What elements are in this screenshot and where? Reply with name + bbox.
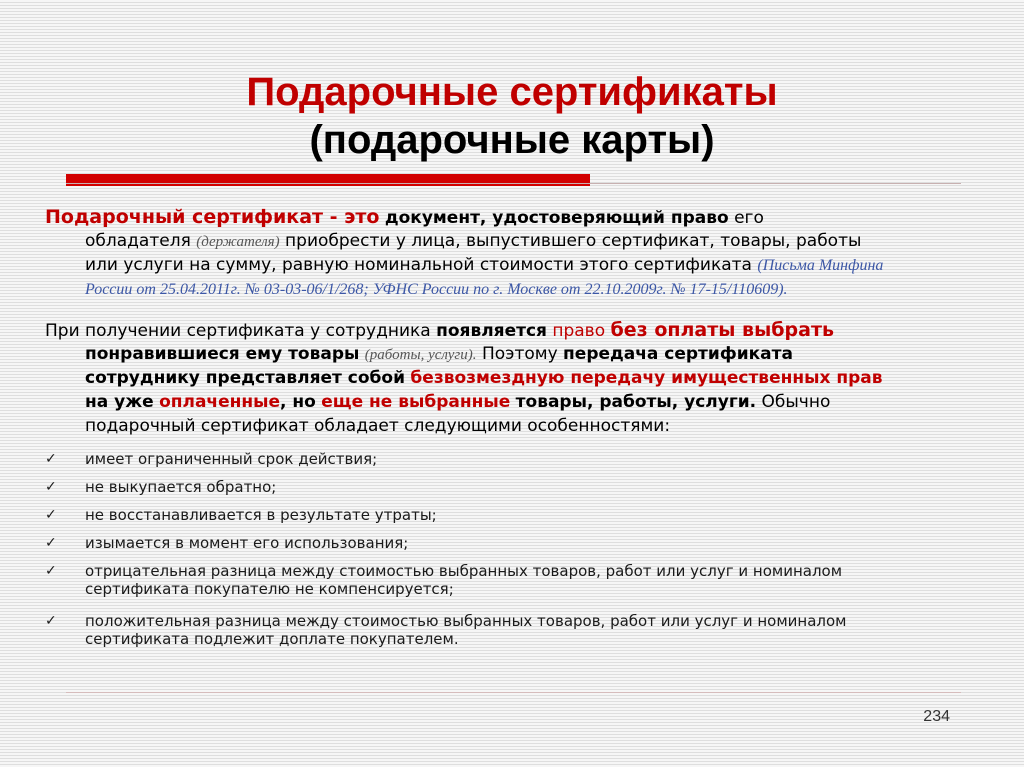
list-item: [45, 534, 1015, 552]
list-item: [45, 506, 1015, 524]
bold-span: сотруднику представляет собой: [85, 368, 406, 388]
list-item-text: сертификата подлежит доплате покупателем.: [85, 630, 459, 648]
text-span: подарочный сертификат обладает следующими особенностями:: [85, 416, 671, 436]
bold-span: понравившиеся ему товары: [85, 344, 360, 364]
slide-title: Подарочные сертификаты: [246, 70, 778, 114]
definition-text: его: [734, 208, 764, 228]
features-list: [45, 450, 1015, 648]
explanation-line-3: [45, 366, 1024, 390]
citation-text: (Письма Минфина: [757, 257, 884, 274]
title-divider-line: [66, 183, 961, 184]
checkmark-icon: ✓: [45, 563, 57, 579]
citation-text: России от 25.04.2011г. № 03-03-06/1/268; УФНС России по г. Москве от 22.10.2009г. № 17-15/110609).: [85, 281, 788, 298]
list-item-text: положительная разница между стоимостью выбранных товаров, работ или услуг и номиналом: [85, 612, 847, 630]
list-item-text: не восстанавливается в результате утраты;: [85, 506, 437, 524]
text-span: При получении сертификата у сотрудника: [45, 321, 431, 341]
red-bold-span: оплаченные: [159, 392, 281, 412]
definition-line-4: [45, 277, 1024, 301]
footer-divider-line: [66, 692, 961, 693]
slide-subtitle: (подарочные карты): [309, 118, 715, 162]
explanation-line-1: [45, 318, 1024, 342]
italic-note: (работы, услуги).: [364, 347, 477, 363]
text-span: обладателя: [85, 231, 191, 251]
text-span: приобрести у лица, выпустившего сертификат, товары, работы: [285, 231, 862, 251]
bold-span: на уже: [85, 392, 154, 412]
bold-span: , но: [280, 392, 316, 412]
definition-bold: документ, удостоверяющий право: [384, 208, 729, 228]
text-span: Обычно: [761, 392, 831, 412]
checkmark-icon: ✓: [45, 479, 57, 495]
explanation-line-2: [45, 342, 1024, 366]
definition-line-3: [45, 253, 1024, 277]
checkmark-icon: ✓: [45, 451, 57, 467]
title-underline-bar: [66, 174, 590, 186]
list-item-text: изымается в момент его использования;: [85, 534, 409, 552]
red-span: право: [552, 321, 606, 341]
red-bold-span: безвозмездную передачу имущественных прав: [410, 368, 883, 388]
list-item: [45, 478, 1015, 496]
red-bold-span: еще не выбранные: [321, 392, 511, 412]
bold-span: появляется: [436, 321, 547, 341]
text-span: Поэтому: [481, 344, 558, 364]
text-span: или услуги на сумму, равную номинальной стоимости этого сертификата: [85, 255, 752, 275]
red-bold-span: без оплаты выбрать: [610, 319, 834, 341]
definition-paragraph: [45, 205, 1024, 301]
italic-note: (держателя): [196, 234, 280, 250]
explanation-paragraph: [45, 318, 1024, 438]
definition-line-2: [45, 229, 1024, 253]
bold-span: передача сертификата: [563, 344, 793, 364]
term-label: Подарочный сертификат - это: [45, 206, 380, 228]
list-item: [45, 450, 1015, 468]
explanation-line-4: [45, 390, 1024, 414]
explanation-line-5: [45, 414, 1024, 438]
page-number: 234: [923, 708, 950, 725]
checkmark-icon: ✓: [45, 535, 57, 551]
list-item: [45, 612, 1015, 648]
bold-span: товары, работы, услуги.: [515, 392, 757, 412]
definition-line-1: [45, 205, 1024, 229]
list-item-text: не выкупается обратно;: [85, 478, 277, 496]
list-item-text: отрицательная разница между стоимостью выбранных товаров, работ или услуг и номиналом: [85, 562, 843, 580]
list-item-text: имеет ограниченный срок действия;: [85, 450, 378, 468]
checkmark-icon: ✓: [45, 613, 57, 629]
list-item: [45, 562, 1015, 598]
checkmark-icon: ✓: [45, 507, 57, 523]
list-item-text: сертификата покупателю не компенсируется;: [85, 580, 454, 598]
